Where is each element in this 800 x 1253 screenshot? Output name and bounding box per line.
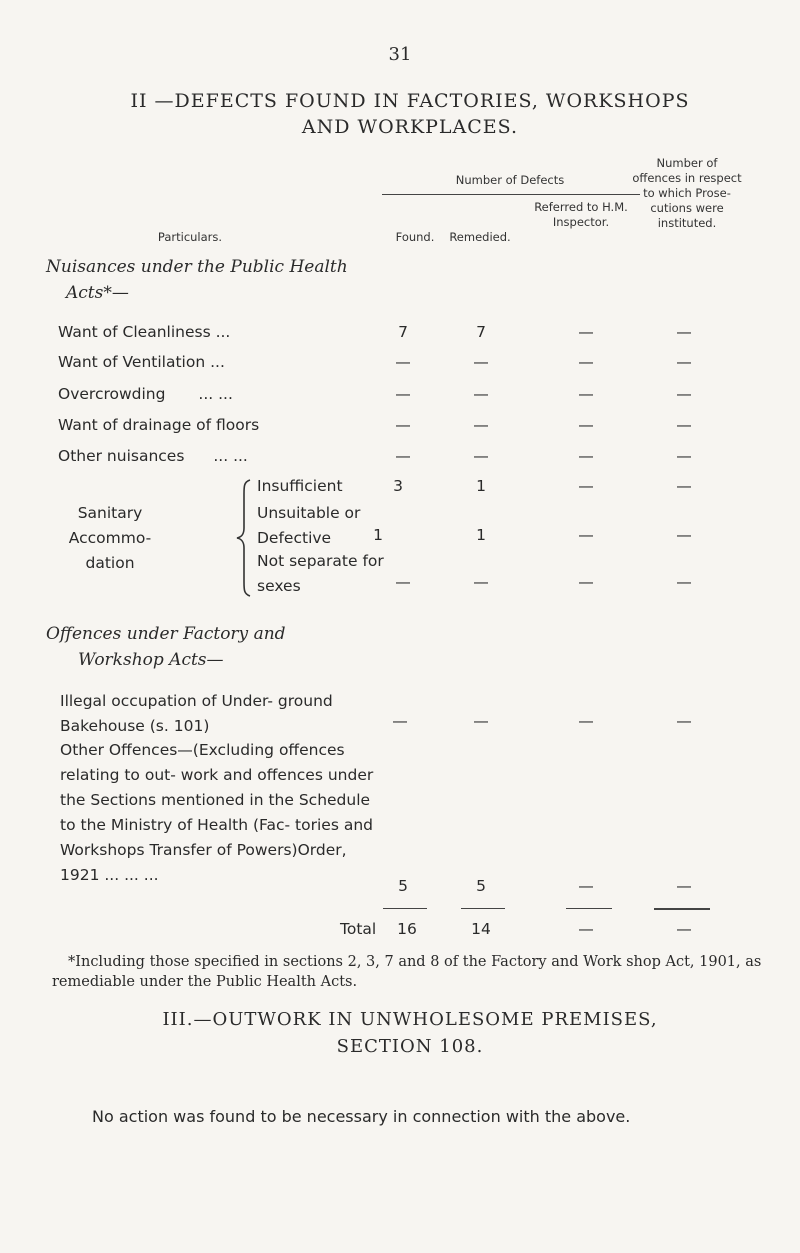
- number-of-defects-header: Number of Defects: [455, 173, 565, 187]
- total-rule: [654, 908, 710, 910]
- row-label: Insufficient: [257, 477, 343, 495]
- row-label: Overcrowding: [58, 385, 166, 403]
- cell-prosecutions: —: [676, 877, 692, 895]
- cell-referred: —: [578, 447, 594, 465]
- cell-found: 16: [397, 920, 417, 938]
- cell-prosecutions: —: [676, 416, 692, 434]
- cell-referred: —: [578, 477, 594, 495]
- leader-dots: ...: [210, 353, 225, 371]
- footnote: *Including those specified in sections 2, 3, 7 and 8 of the Factory and Work shop Act, 1901, as remediable under the Public Health Acts.: [52, 954, 762, 990]
- cell-prosecutions: —: [676, 526, 692, 544]
- leader-dots: ... ...: [213, 447, 248, 465]
- page-number: 31: [388, 44, 412, 65]
- cell-found: —: [395, 447, 411, 465]
- cell-remedied: —: [473, 573, 489, 591]
- remedied-header: Remedied.: [449, 230, 511, 244]
- row-label: Want of Cleanliness: [58, 323, 211, 341]
- cell-remedied: 1: [476, 526, 486, 544]
- cell-remedied: 14: [471, 920, 491, 938]
- cell-prosecutions: —: [676, 385, 692, 403]
- cell-remedied: 5: [476, 877, 486, 895]
- leader-dots: ...: [215, 323, 231, 341]
- cell-found: 3: [393, 477, 403, 495]
- row-label: Illegal occupation of Under- ground Bakehouse (s. 101): [60, 692, 333, 735]
- cell-remedied: —: [473, 447, 489, 465]
- cell-prosecutions: —: [676, 712, 692, 730]
- row-label: Want of Ventilation: [58, 353, 206, 371]
- section-title-line2: AND WORKPLACES.: [301, 116, 519, 138]
- cell-found: —: [392, 712, 408, 730]
- cell-prosecutions: —: [676, 920, 692, 938]
- section2-heading-line2: Workshop Acts—: [78, 650, 224, 670]
- row-label: Other Offences—(Excluding offences relating to out- work and offences under the Sections mentioned in the Schedule to the Ministry of Health (Fac- tories and Workshops Transfer of Powers)Order, 1921 ... ... ...: [60, 741, 374, 884]
- leader-dots: ... ...: [198, 385, 233, 403]
- cell-referred: —: [578, 353, 594, 371]
- cell-prosecutions: —: [676, 447, 692, 465]
- referred-header: Referred to H.M. Inspector.: [534, 200, 628, 229]
- particulars-header: Particulars.: [157, 230, 223, 244]
- total-rule: [566, 908, 612, 909]
- section1-heading-line2: Acts*—: [66, 283, 129, 303]
- cell-found: —: [395, 416, 411, 434]
- cell-referred: —: [578, 920, 594, 938]
- cell-found: 5: [398, 877, 408, 895]
- cell-remedied: 7: [476, 323, 486, 341]
- cell-prosecutions: —: [676, 323, 692, 341]
- sanitary-group-label: Sanitary Accommo- dation: [68, 504, 152, 572]
- cell-remedied: 1: [476, 477, 486, 495]
- prosecutions-header: Number of offences in respect to which Prose- cutions were instituted.: [632, 156, 742, 230]
- cell-referred: —: [578, 712, 594, 730]
- total-label: Total: [340, 920, 377, 938]
- left-brace-icon: [232, 478, 256, 598]
- cell-referred: —: [578, 877, 594, 895]
- cell-remedied: —: [473, 712, 489, 730]
- cell-prosecutions: —: [676, 477, 692, 495]
- cell-referred: —: [578, 526, 594, 544]
- row-label: Other nuisances: [58, 447, 185, 465]
- cell-remedied: —: [473, 353, 489, 371]
- found-header: Found.: [395, 230, 435, 244]
- row-label: Want of drainage of floors: [58, 416, 260, 434]
- cell-found: 1: [373, 526, 383, 544]
- cell-found: —: [395, 385, 411, 403]
- section2-heading-line1: Offences under Factory and: [46, 624, 286, 644]
- cell-referred: —: [578, 416, 594, 434]
- section3-heading-line1: III.—OUTWORK IN UNWHOLESOME PREMISES,: [162, 1009, 658, 1030]
- cell-remedied: —: [473, 416, 489, 434]
- cell-prosecutions: —: [676, 573, 692, 591]
- cell-referred: —: [578, 323, 594, 341]
- row-label: Unsuitable or Defective: [257, 504, 361, 547]
- total-rule: [461, 908, 505, 909]
- cell-found: —: [395, 353, 411, 371]
- header-rule: [382, 194, 640, 195]
- cell-found: 7: [398, 323, 408, 341]
- cell-referred: —: [578, 385, 594, 403]
- cell-referred: —: [578, 573, 594, 591]
- section3-heading-line2: SECTION 108.: [336, 1036, 484, 1057]
- section1-heading-line1: Nuisances under the Public Health: [46, 257, 348, 277]
- total-rule: [383, 908, 427, 909]
- section-title-line1: II —DEFECTS FOUND IN FACTORIES, WORKSHOPS: [130, 90, 690, 112]
- row-label: Not separate for sexes: [257, 552, 384, 595]
- section3-body: No action was found to be necessary in connection with the above.: [92, 1107, 631, 1126]
- cell-remedied: —: [473, 385, 489, 403]
- cell-found: —: [395, 573, 411, 591]
- cell-prosecutions: —: [676, 353, 692, 371]
